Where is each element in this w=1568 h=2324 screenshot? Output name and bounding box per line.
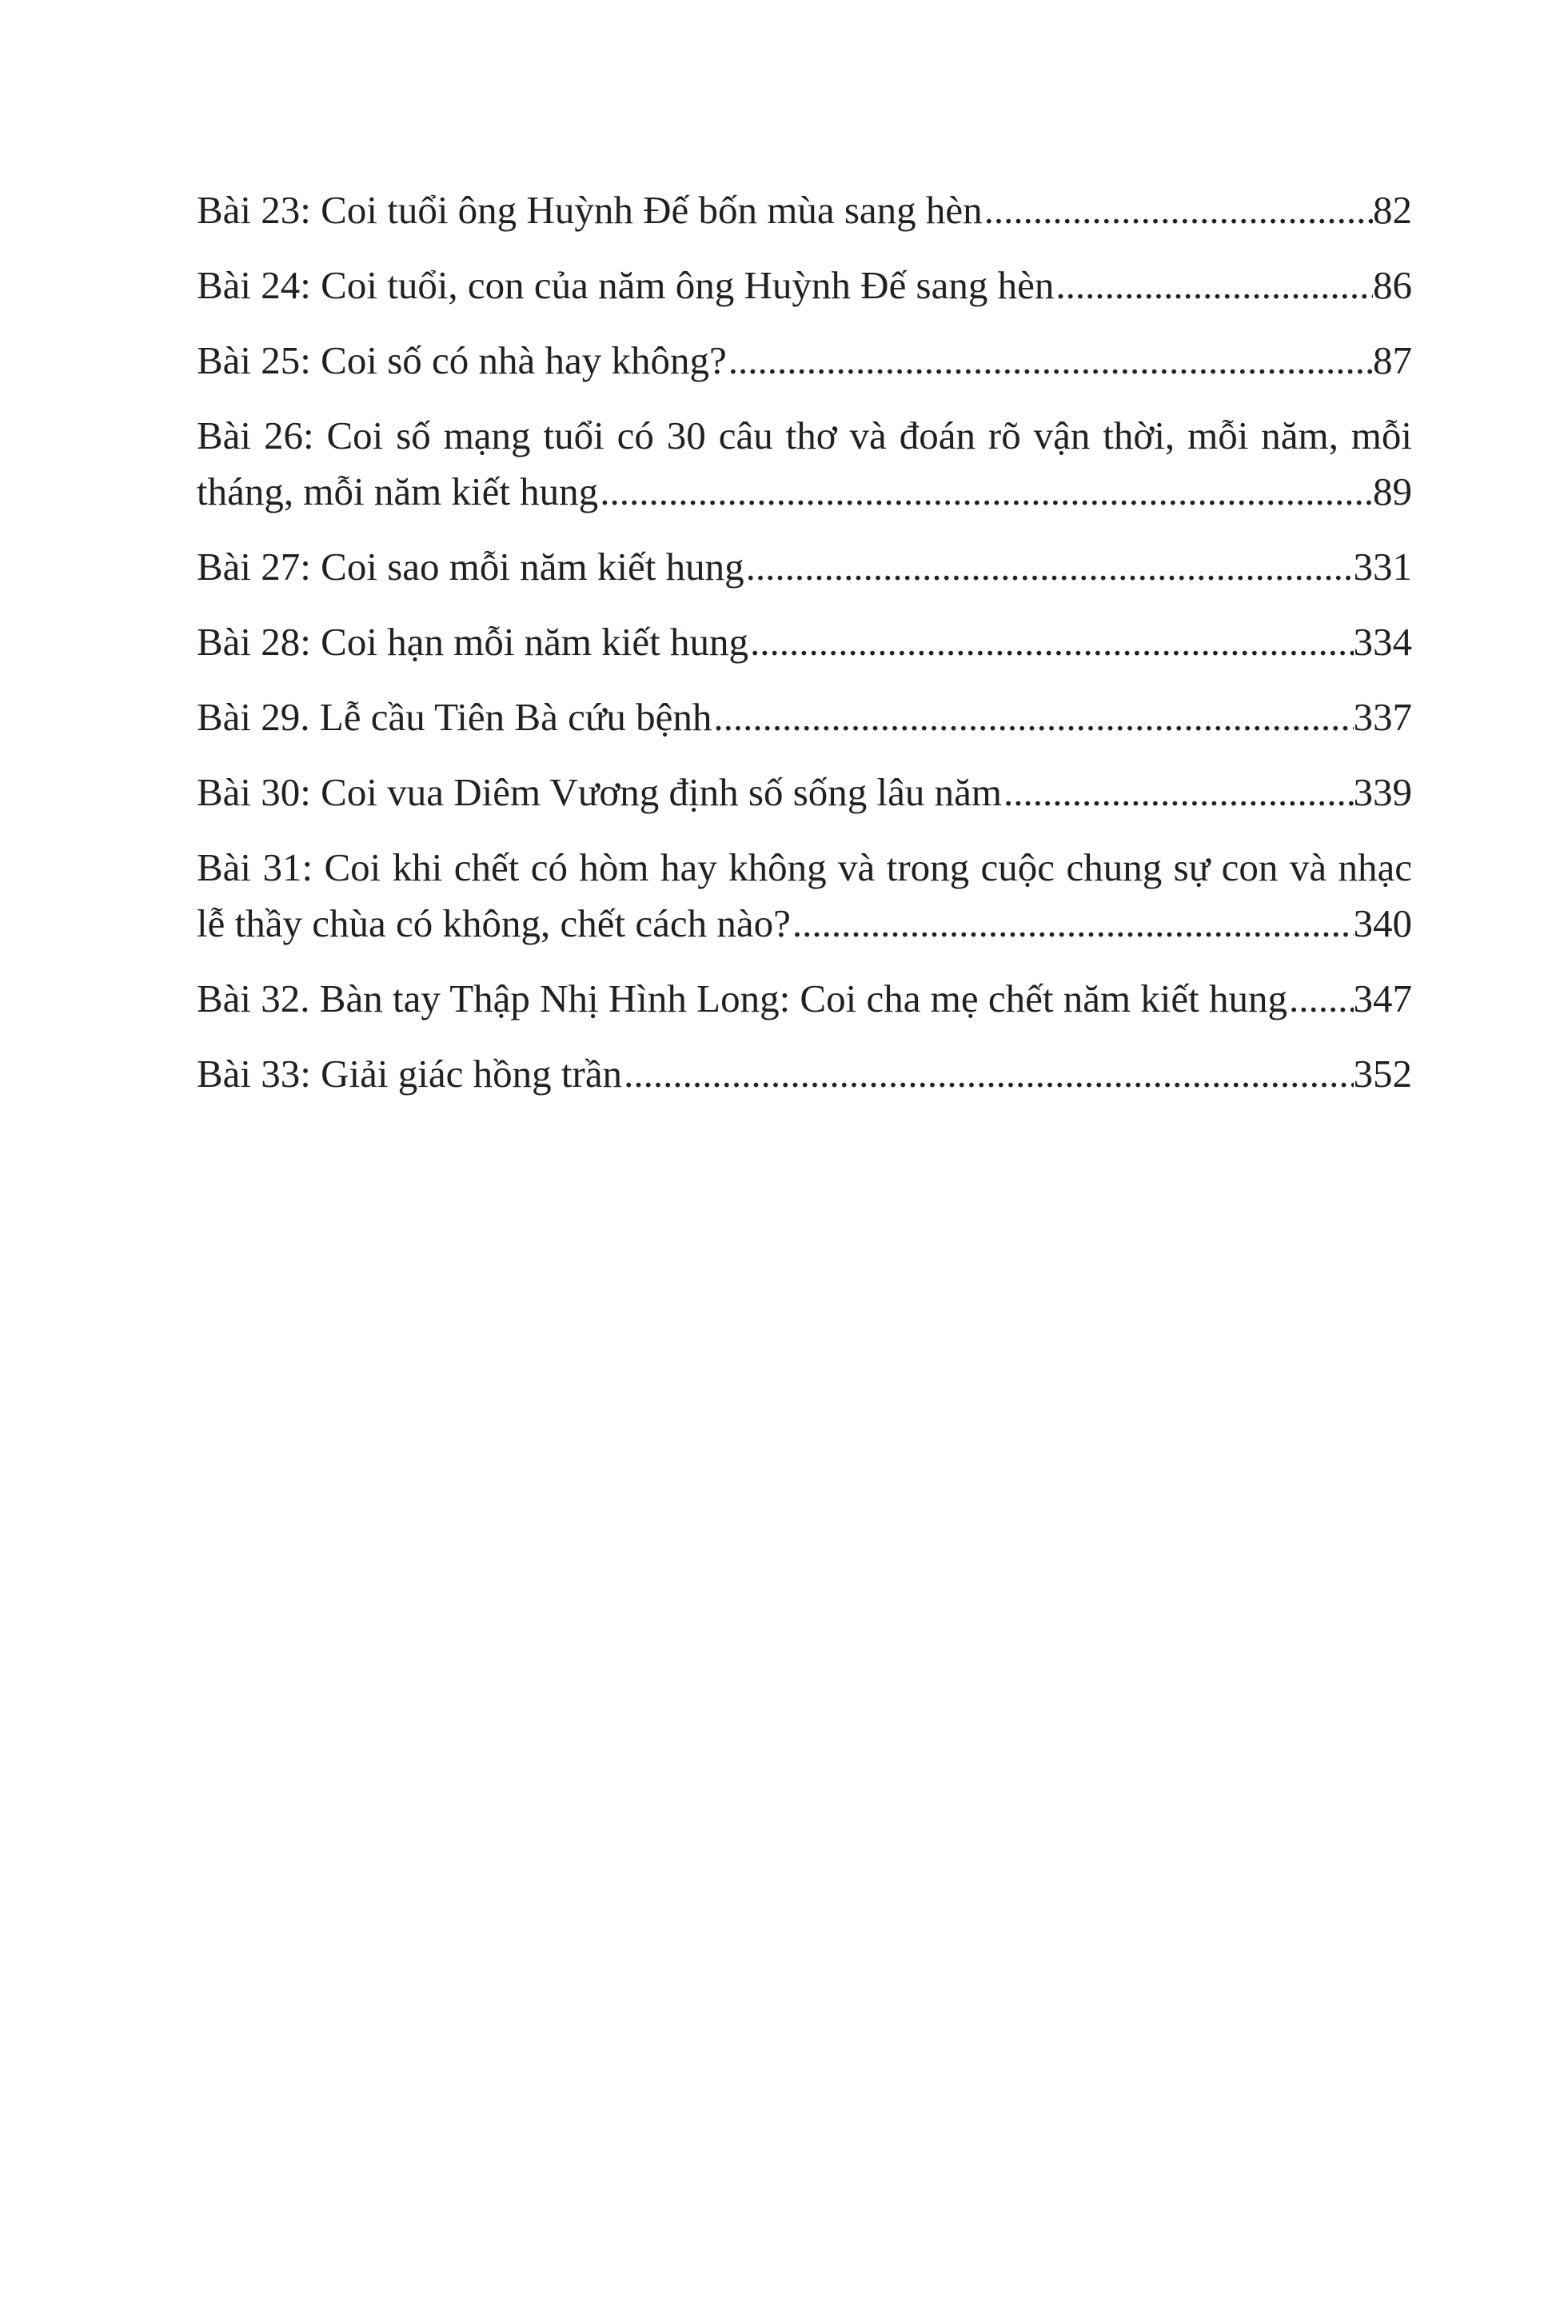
toc-entry-23 bbox=[197, 182, 1412, 238]
toc-entry-page: 337 bbox=[1353, 695, 1412, 739]
toc-entry-page: 82 bbox=[1373, 188, 1412, 232]
toc-entry-title-line2: tháng, mỗi năm kiết hung bbox=[197, 469, 599, 513]
toc-entry-27 bbox=[197, 539, 1412, 595]
toc-entry-29 bbox=[197, 689, 1412, 745]
toc-entry-title: Bài 24: Coi tuổi, con của năm ông Huỳnh Đế sang hèn bbox=[197, 263, 1055, 307]
toc-entry-title: Bài 30: Coi vua Diêm Vương định số sống lâu năm bbox=[197, 770, 1003, 814]
toc-entry-title-line2: lễ thầy chùa có không, chết cách nào? bbox=[197, 901, 791, 945]
toc-entry-page: 87 bbox=[1373, 338, 1412, 382]
dot-leader bbox=[598, 464, 1373, 520]
toc-entry-title: Bài 27: Coi sao mỗi năm kiết hung bbox=[197, 545, 744, 589]
toc-entry-title: Bài 33: Giải giác hồng trần bbox=[197, 1052, 623, 1096]
toc-entry-31 bbox=[197, 840, 1412, 952]
dot-leader bbox=[1054, 258, 1373, 313]
dot-leader bbox=[712, 689, 1353, 745]
toc-entry-33 bbox=[197, 1046, 1412, 1102]
dot-leader bbox=[1287, 971, 1353, 1027]
table-of-contents bbox=[197, 182, 1412, 1121]
dot-leader bbox=[744, 539, 1354, 595]
dot-leader bbox=[791, 896, 1354, 952]
toc-entry-title: Bài 28: Coi hạn mỗi năm kiết hung bbox=[197, 620, 749, 664]
toc-entry-28 bbox=[197, 614, 1412, 670]
toc-entry-24 bbox=[197, 258, 1412, 313]
toc-entry-30 bbox=[197, 765, 1412, 821]
toc-entry-title: Bài 23: Coi tuổi ông Huỳnh Đế bốn mùa sang hèn bbox=[197, 188, 983, 232]
toc-entry-title: Bài 32. Bàn tay Thập Nhị Hình Long: Coi cha mẹ chết năm kiết hung bbox=[197, 976, 1288, 1020]
toc-entry-title: Bài 29. Lễ cầu Tiên Bà cứu bệnh bbox=[197, 695, 712, 739]
dot-leader bbox=[622, 1046, 1353, 1102]
toc-entry-page: 339 bbox=[1353, 770, 1412, 814]
dot-leader bbox=[983, 182, 1373, 238]
dot-leader bbox=[1002, 765, 1353, 821]
toc-entry-page: 340 bbox=[1353, 901, 1412, 945]
toc-entry-32 bbox=[197, 971, 1412, 1027]
toc-entry-25 bbox=[197, 333, 1412, 389]
toc-entry-title-line1: Bài 31: Coi khi chết có hòm hay không và trong cuộc chung sự con và nhạc bbox=[197, 845, 1412, 889]
dot-leader bbox=[748, 614, 1353, 670]
toc-entry-page: 331 bbox=[1353, 545, 1412, 589]
dot-leader bbox=[727, 333, 1373, 389]
toc-entry-page: 86 bbox=[1373, 263, 1412, 307]
toc-entry-page: 347 bbox=[1353, 976, 1412, 1020]
toc-entry-title-line1: Bài 26: Coi số mạng tuổi có 30 câu thơ và đoán rõ vận thời, mỗi năm, mỗi bbox=[197, 413, 1412, 457]
toc-entry-page: 89 bbox=[1373, 469, 1412, 513]
toc-entry-26 bbox=[197, 408, 1412, 520]
toc-entry-title: Bài 25: Coi số có nhà hay không? bbox=[197, 338, 727, 382]
toc-entry-page: 334 bbox=[1353, 620, 1412, 664]
toc-entry-page: 352 bbox=[1353, 1052, 1412, 1096]
